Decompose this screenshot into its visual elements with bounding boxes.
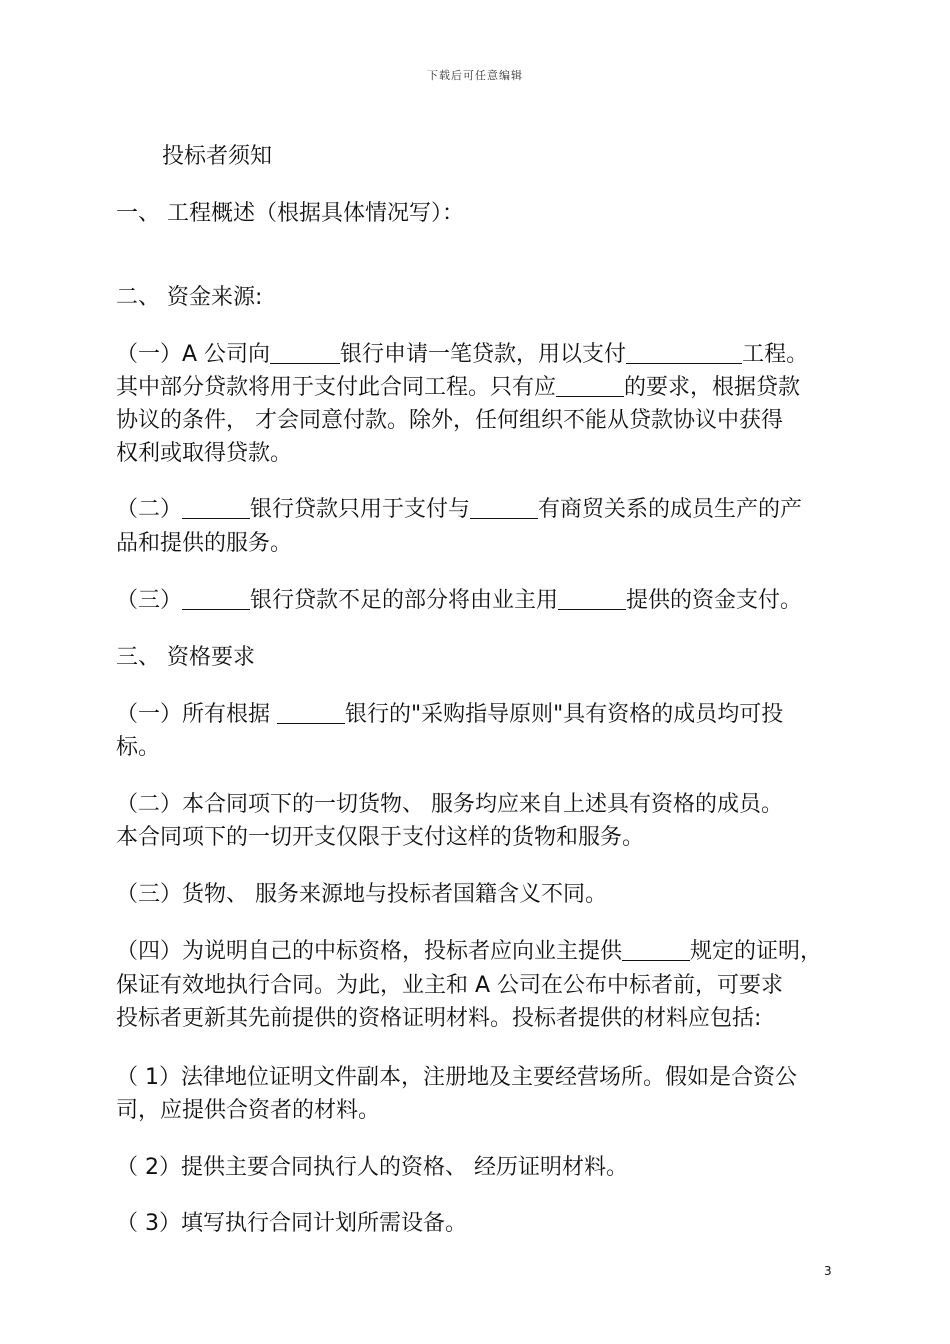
fill-in-blank xyxy=(470,494,538,519)
paragraph-line: （ 3）填写执行合同计划所需设备。 xyxy=(116,1211,467,1236)
fill-in-blank xyxy=(182,585,250,610)
text-segment: 银行申请一笔贷款，用以支付 xyxy=(340,342,627,367)
text-segment: 的要求，根据贷款 xyxy=(624,375,801,400)
text-segment: （一）A 公司向 xyxy=(116,342,271,367)
paragraph-line: 标。 xyxy=(116,735,161,760)
paragraph-line xyxy=(116,338,840,371)
fill-in-blank xyxy=(270,339,340,364)
section-1-heading: 一、 工程概述（根据具体情况写）： xyxy=(116,201,464,226)
fill-in-blank xyxy=(558,585,626,610)
fill-in-blank xyxy=(622,936,690,961)
paragraph-line xyxy=(116,493,840,526)
text-segment: 规定的证明， xyxy=(690,939,823,964)
text-segment: （一）所有根据 xyxy=(116,702,277,727)
fill-in-blank xyxy=(626,339,742,364)
text-segment: 工程。 xyxy=(742,342,809,367)
document-title: 投标者须知 xyxy=(162,144,273,169)
fill-in-blank xyxy=(182,494,250,519)
paragraph-line: 协议的条件， 才会同意付款。除外，任何组织不能从贷款协议中获得 xyxy=(116,408,783,433)
paragraph-line: 司，应提供合资者的材料。 xyxy=(116,1098,381,1123)
fill-in-blank xyxy=(556,372,624,397)
text-segment: 银行的"采购指导原则"具有资格的成员均可投 xyxy=(345,702,784,727)
paragraph-line: 保证有效地执行合同。为此，业主和 A 公司在公布中标者前，可要求 xyxy=(116,973,784,998)
paragraph-line xyxy=(116,584,840,617)
page-number: 3 xyxy=(824,1264,832,1278)
text-segment: 银行贷款只用于支付与 xyxy=(250,497,471,522)
paragraph-line: 品和提供的服务。 xyxy=(116,531,293,556)
section-2-heading: 二、 资金来源: xyxy=(116,285,263,310)
text-segment: 其中部分贷款将用于支付此合同工程。只有应 xyxy=(116,375,557,400)
text-segment: 有商贸关系的成员生产的产 xyxy=(538,497,803,522)
text-segment: （二） xyxy=(116,497,183,522)
paragraph-line: （ 1）法律地位证明文件副本，注册地及主要经营场所。假如是合资公 xyxy=(116,1065,797,1090)
paragraph-line: （三）货物、 服务来源地与投标者国籍含义不同。 xyxy=(116,882,607,907)
paragraph-line xyxy=(116,698,840,731)
paragraph-line: （二）本合同项下的一切货物、 服务均应来自上述具有资格的成员。 xyxy=(116,792,783,817)
paragraph-line xyxy=(116,371,840,404)
paragraph-line: 本合同项下的一切开支仅限于支付这样的货物和服务。 xyxy=(116,825,645,850)
paragraph-line: 投标者更新其先前提供的资格证明材料。投标者提供的材料应包括: xyxy=(116,1006,762,1031)
fill-in-blank xyxy=(277,699,345,724)
paragraph-line: 权利或取得贷款。 xyxy=(116,441,293,466)
paragraph-line: （ 2）提供主要合同执行人的资格、 经历证明材料。 xyxy=(116,1155,628,1180)
text-segment: 银行贷款不足的部分将由业主用 xyxy=(250,588,559,613)
download-note: 下载后可任意编辑 xyxy=(427,69,523,82)
section-3-heading: 三、 资格要求 xyxy=(116,645,255,670)
paragraph-line xyxy=(116,935,840,968)
text-segment: 提供的资金支付。 xyxy=(626,588,803,613)
text-segment: （四）为说明自己的中标资格，投标者应向业主提供 xyxy=(116,939,623,964)
text-segment: （三） xyxy=(116,588,183,613)
